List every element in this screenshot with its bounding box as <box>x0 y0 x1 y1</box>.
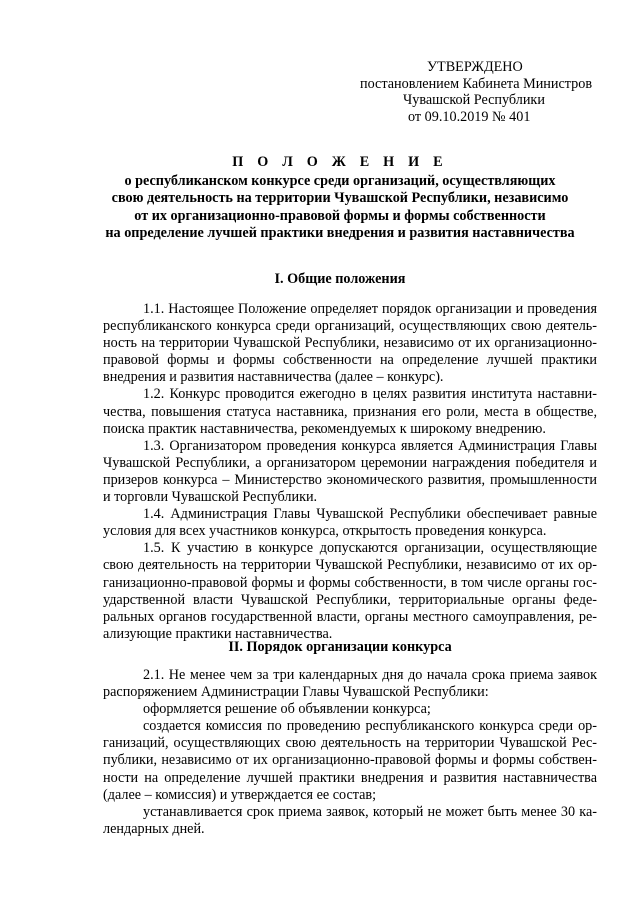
paragraph-2-1: 2.1. Не менее чем за три календарных дня до начала срока приема заявок распоряжением Администрации Главы Чувашской Республики: <box>103 667 597 701</box>
approval-date-number: от 09.10.2019 № 401 <box>408 108 531 125</box>
approval-stamp <box>360 59 610 125</box>
list-item-commission: создается комиссия по проведению республиканского конкурса среди организаций, осуществляющих свою деятельность на территории Чувашской Республики, независимо от их организационно-правовой формы и формы собственности на определение лучшей практики внедрения и развития наставничества (далее – комиссия) и утверждается ее состав; <box>103 718 597 803</box>
section-2-body <box>103 667 597 838</box>
list-item-decision: оформляется решение об объявлении конкурса; <box>143 701 431 718</box>
paragraph-1-2: 1.2. Конкурс проводится ежегодно в целях развития института наставничества, повышения статуса наставника, признания его роли, места в обществе, поиска практик наставничества, рекомендуемых к широкому внедрению. <box>103 386 597 437</box>
section-1-body <box>103 301 597 643</box>
paragraph-1-1: 1.1. Настоящее Положение определяет порядок организации и проведения республиканского конкурса среди организаций, осуществляющих свою деятельность на территории Чувашской Республики, независимо от их организационно-правовой формы и формы собственности на определение лучшей практики внедрения и развития наставничества (далее – конкурс). <box>103 301 597 386</box>
document-title-block <box>80 154 600 242</box>
section-2-heading: II. Порядок организации конкурса <box>228 639 452 655</box>
section-1-heading: I. Общие положения <box>274 271 406 287</box>
paragraph-1-5: 1.5. К участию в конкурсе допускаются организации, осуществляющие свою деятельность на территории Чувашской Республики, независимо от их организационно-правовой формы и формы собственности, в том числе органы государственной власти Чувашской Республики, территориальные органы федеральных органов государственной власти, органы местного самоуправления, реализующие практики наставничества. <box>103 540 597 642</box>
title-line-1: о республиканском конкурсе среди организаций, осуществляющих <box>124 173 556 190</box>
title-line-2: свою деятельность на территории Чувашской Республики, независимо <box>111 190 569 207</box>
approval-approved: УТВЕРЖДЕНО <box>427 59 523 75</box>
title-line-4: на определение лучшей практики внедрения и развития наставничества <box>105 224 575 241</box>
paragraph-1-4: 1.4. Администрация Главы Чувашской Республики обеспечивает равные условия для всех участников конкурса, открытость проведения конкурса. <box>103 506 597 540</box>
document-title: П О Л О Ж Е Н И Е <box>232 154 448 170</box>
title-line-3: от их организационно-правовой формы и формы собственности <box>134 207 546 224</box>
paragraph-1-3: 1.3. Организатором проведения конкурса является Администрация Главы Чувашской Республики, а организатором церемонии награждения победителя и призеров конкурса – Министерство экономического развития, промышленности и торговли Чувашской Республики. <box>103 437 597 506</box>
approval-republic: Чувашской Республики <box>403 92 545 108</box>
list-item-deadline: устанавливается срок приема заявок, который не может быть менее 30 календарных дней. <box>103 803 597 837</box>
approval-by: постановлением Кабинета Министров <box>360 75 593 92</box>
